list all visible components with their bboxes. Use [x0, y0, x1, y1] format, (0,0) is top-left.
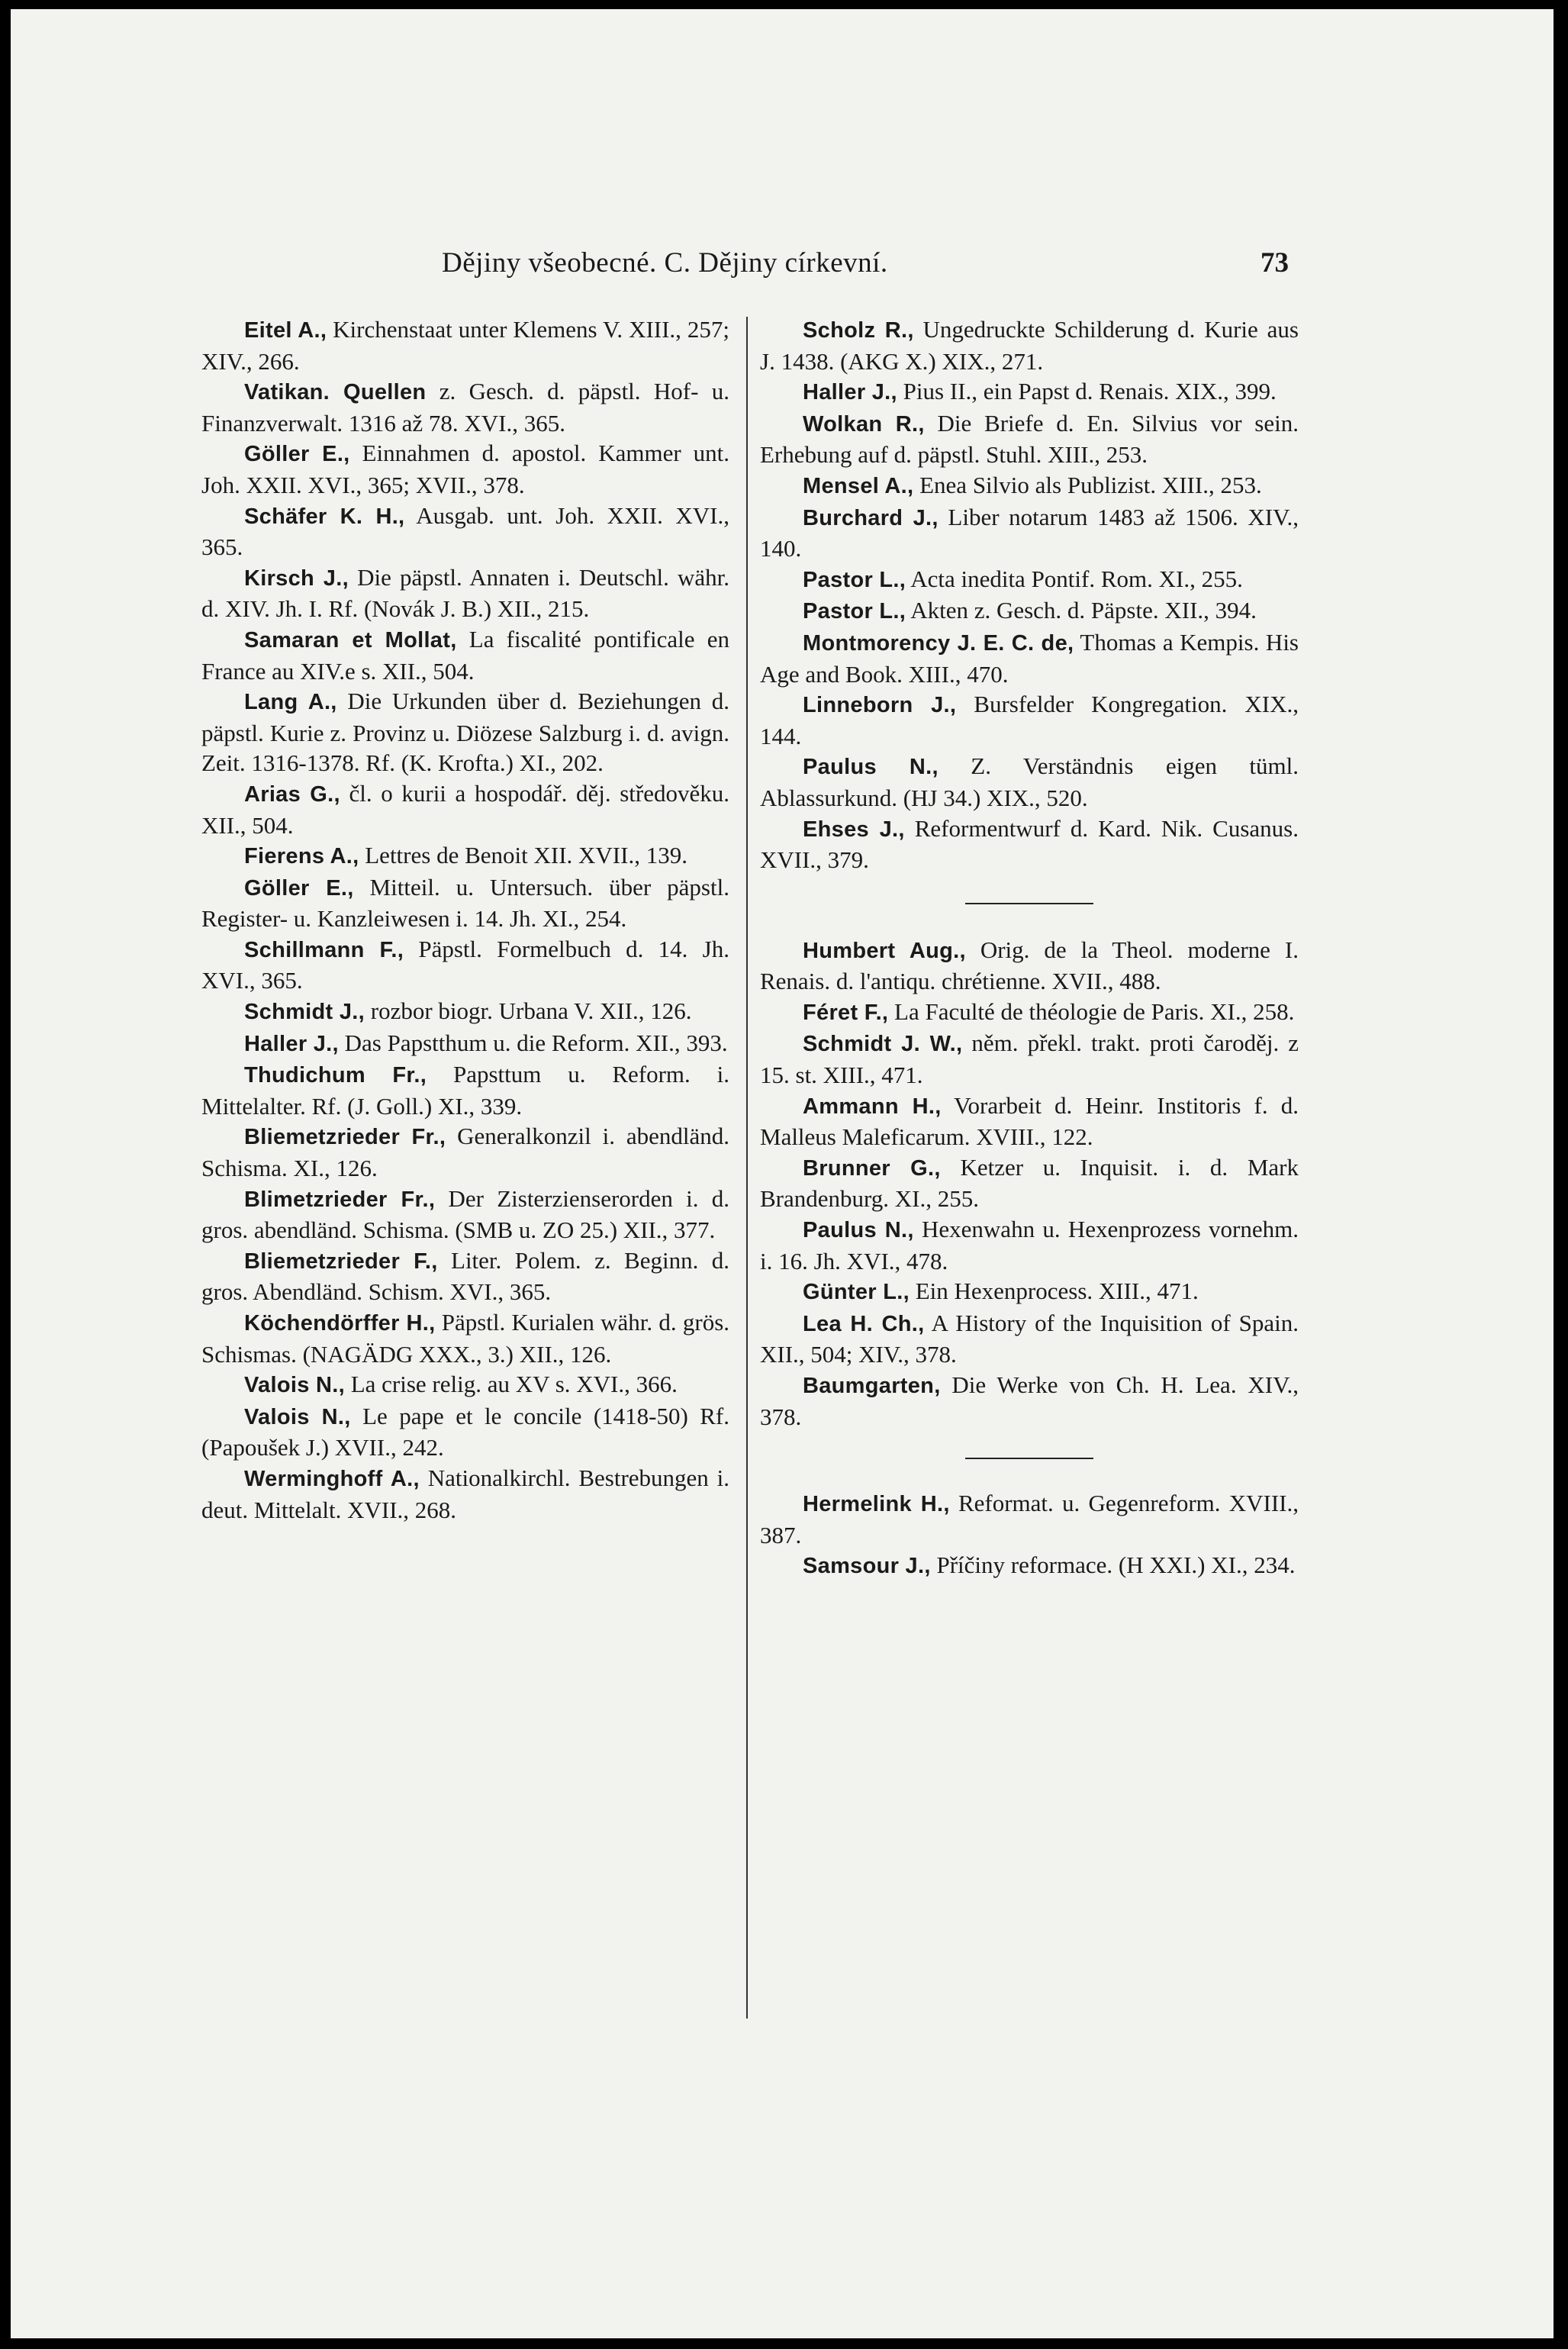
entry-text: Akten z. Gesch. d. Päpste. XII., 394.: [906, 597, 1257, 624]
running-head: Dějiny všeobecné. C. Dějiny církevní.: [442, 247, 888, 279]
bibliography-entry: [201, 1369, 729, 1401]
section-separator: [965, 903, 1093, 904]
entry-author: Scholz R.,: [803, 318, 914, 343]
entry-author: Blimetzrieder Fr.,: [244, 1187, 436, 1212]
entry-text: Enea Silvio als Publizist. XIII., 253.: [913, 471, 1262, 498]
entry-text: rozbor biogr. Urbana V. XII., 126.: [365, 997, 692, 1025]
entry-text: Die päpstl. Annaten i. Deutschl. währ. d. XIV. Jh. I. Rf. (Novák J. B.) XII., 215.: [201, 563, 729, 623]
bibliography-entry: [201, 1307, 729, 1369]
bibliography-entry: [760, 408, 1299, 470]
entry-author: Günter L.,: [803, 1280, 910, 1305]
entry-author: Ehses J.,: [803, 817, 905, 842]
entry-text: Orig. de la Theol. moderne I. Renais. d. l'antiqu. chrétienne. XVII., 488.: [760, 936, 1299, 995]
bibliography-entry: [760, 935, 1299, 997]
entry-text: čl. o kurii a hospodář. děj. středověku. XII., 504.: [201, 779, 729, 839]
bibliography-entry: [201, 438, 729, 500]
entry-author: Hermelink H.,: [803, 1492, 950, 1517]
bibliography-entry: [760, 1308, 1299, 1370]
entry-group-2: [760, 935, 1299, 1432]
entry-author: Köchendörffer H.,: [244, 1311, 436, 1336]
entry-author: Pastor L.,: [803, 567, 906, 592]
entry-author: Valois N.,: [244, 1373, 345, 1398]
entry-author: Samaran et Mollat,: [244, 627, 457, 652]
entry-author: Vatikan. Quellen: [244, 380, 427, 405]
entry-text: La fiscalité pontificale en France au XIV.e s. XII., 504.: [201, 625, 729, 685]
entry-author: Burchard J.,: [803, 505, 939, 530]
entry-text: Vorarbeit d. Heinr. Institoris f. d. Malleus Maleficarum. XVIII., 122.: [760, 1091, 1299, 1151]
bibliography-entry: [760, 814, 1299, 875]
bibliography-entry: [760, 1028, 1299, 1090]
bibliography-entry: [760, 689, 1299, 751]
bibliography-entry: [201, 1245, 729, 1307]
bibliography-entry: [201, 872, 729, 934]
entry-author: Schmidt J. W.,: [803, 1032, 963, 1057]
entry-text: Hexenwahn u. Hexenprozess vornehm. i. 16. Jh. XVI., 478.: [760, 1216, 1299, 1274]
entry-text: La Faculté de théologie de Paris. XI., 258.: [888, 997, 1295, 1025]
bibliography-entry: [760, 1152, 1299, 1214]
bibliography-entry: [201, 501, 729, 562]
entry-author: Lang A.,: [244, 690, 337, 715]
entry-text: Die Briefe d. En. Silvius vor sein. Erhebung auf d. päpstl. Stuhl. XIII., 253.: [760, 409, 1299, 469]
bibliography-entry: [201, 376, 729, 438]
entry-author: Arias G.,: [244, 781, 340, 807]
bibliography-entry: [201, 624, 729, 686]
bibliography-entry: [201, 562, 729, 624]
entry-text: Ketzer u. Inquisit. i. d. Mark Brandenburg. XI., 255.: [760, 1153, 1299, 1213]
bibliography-entry: [760, 1091, 1299, 1152]
entry-text: Einnahmen d. apostol. Kammer unt. Joh. XXII. XVI., 365; XVII., 378.: [201, 440, 729, 498]
entry-group-3: [760, 1488, 1299, 1582]
entry-author: Paulus N.,: [803, 1218, 914, 1243]
entry-author: Haller J.,: [803, 380, 897, 405]
entry-text: Liber notarum 1483 až 1506. XIV., 140.: [760, 503, 1299, 562]
entry-author: Bliemetzrieder F.,: [244, 1249, 438, 1274]
entry-text: Z. Verständnis eigen tüml. Ablassurkund. (HJ 34.) XIX., 520.: [760, 752, 1299, 811]
entry-group-1: [760, 314, 1299, 875]
entry-author: Pastor L.,: [803, 599, 906, 624]
entry-text: Kirchenstaat unter Klemens V. XIII., 257; XIV., 266.: [201, 316, 729, 375]
bibliography-entry: [760, 595, 1299, 627]
entry-text: Lettres de Benoit XII. XVII., 139.: [359, 842, 687, 869]
left-column: [201, 314, 729, 1525]
entry-author: Linneborn J.,: [803, 693, 957, 718]
bibliography-entry: [760, 314, 1299, 376]
entry-text: A History of the Inquisition of Spain. XII., 504; XIV., 378.: [760, 1309, 1299, 1368]
entry-author: Baumgarten,: [803, 1374, 941, 1398]
bibliography-entry: [201, 1059, 729, 1121]
bibliography-entry: [760, 470, 1299, 502]
bibliography-entry: [760, 502, 1299, 564]
entry-text: Mitteil. u. Untersuch. über päpstl. Register- u. Kanzleiwesen i. 14. Jh. XI., 254.: [201, 873, 729, 933]
bibliography-entry: [201, 840, 729, 872]
entry-text: Bursfelder Kongregation. XIX., 144.: [760, 691, 1299, 749]
bibliography-entry: [201, 1184, 729, 1245]
entry-author: Kirsch J.,: [244, 566, 349, 591]
entry-author: Wolkan R.,: [803, 411, 925, 437]
entry-author: Samsour J.,: [803, 1554, 931, 1579]
entry-author: Eitel A.,: [244, 318, 327, 343]
bibliography-entry: [760, 1214, 1299, 1276]
entry-text: Das Papstthum u. die Reform. XII., 393.: [338, 1029, 728, 1056]
entry-author: Werminghoff A.,: [244, 1466, 420, 1491]
bibliography-entry: [760, 997, 1299, 1029]
entry-text: něm. překl. trakt. proti čaroděj. z 15. st. XIII., 471.: [760, 1030, 1299, 1089]
entry-author: Montmorency J. E. C. de,: [803, 630, 1074, 656]
entry-author: Féret F.,: [803, 1000, 889, 1025]
entry-author: Göller E.,: [244, 442, 350, 467]
entry-text: z. Gesch. d. päpstl. Hof- u. Finanzverwalt. 1316 až 78. XVI., 365.: [201, 378, 730, 437]
bibliography-entry: [760, 1276, 1299, 1308]
entry-text: Päpstl. Kurialen währ. d. grös. Schismas. (NAGÄDG XXX., 3.) XII., 126.: [201, 1309, 730, 1368]
right-column: [760, 314, 1299, 1582]
entry-text: Reformat. u. Gegenreform. XVIII., 387.: [760, 1490, 1299, 1548]
page-number: 73: [1261, 247, 1289, 279]
bibliography-entry: [201, 1463, 729, 1525]
section-separator: [965, 1458, 1093, 1459]
bibliography-entry: [201, 1401, 729, 1463]
entry-text: Papsttum u. Reform. i. Mittelalter. Rf. (J. Goll.) XI., 339.: [201, 1061, 730, 1120]
bibliography-entry: [201, 996, 729, 1028]
bibliography-entry: [760, 376, 1299, 408]
entry-text: La crise relig. au XV s. XVI., 366.: [344, 1371, 678, 1398]
entry-text: Ausgab. unt. Joh. XXII. XVI., 365.: [201, 501, 729, 561]
entry-author: Fierens A.,: [244, 844, 359, 869]
bibliography-entry: [760, 564, 1299, 596]
entry-author: Humbert Aug.,: [803, 938, 966, 963]
entry-author: Schillmann F.,: [244, 937, 404, 962]
entry-text: Le pape et le concile (1418-50) Rf. (Papoušek J.) XVII., 242.: [201, 1402, 729, 1461]
entry-text: Thomas a Kempis. His Age and Book. XIII., 470.: [760, 628, 1299, 688]
bibliography-entry: [760, 1488, 1299, 1550]
entry-author: Schmidt J.,: [244, 1000, 365, 1025]
entry-text: Ein Hexenprocess. XIII., 471.: [909, 1278, 1199, 1305]
entry-author: Thudichum Fr.,: [244, 1063, 427, 1088]
bibliography-entry: [760, 627, 1299, 689]
entry-author: Bliemetzrieder Fr.,: [244, 1125, 446, 1150]
bibliography-entry: [760, 751, 1299, 813]
entry-text: Acta inedita Pontif. Rom. XI., 255.: [906, 565, 1243, 592]
entry-author: Valois N.,: [244, 1404, 351, 1429]
entry-author: Paulus N.,: [803, 755, 939, 780]
bibliography-entry: [201, 314, 729, 376]
entry-text: Die Werke von Ch. H. Lea. XIV., 378.: [760, 1371, 1299, 1430]
entry-text: Příčiny reformace. (H XXI.) XI., 234.: [930, 1552, 1296, 1579]
entry-author: Ammann H.,: [803, 1094, 942, 1119]
entry-text: Generalkonzil i. abendländ. Schisma. XI., 126.: [201, 1123, 729, 1182]
page-header: [442, 246, 1289, 292]
bibliography-entry: [201, 1121, 729, 1183]
bibliography-entry: [201, 934, 729, 996]
entry-author: Brunner G.,: [803, 1155, 941, 1181]
entry-text: Die Urkunden über d. Beziehungen d. päpstl. Kurie z. Provinz u. Diözese Salzburg i. d. avign. Zeit. 1316-1378. Rf. (K. Krofta.) XI., 202.: [201, 688, 730, 777]
entry-text: Liter. Polem. z. Beginn. d. gros. Abendländ. Schism. XVI., 365.: [201, 1246, 729, 1306]
bibliography-entry: [201, 778, 729, 840]
column-divider: [746, 317, 748, 2019]
entry-text: Päpstl. Formelbuch d. 14. Jh. XVI., 365.: [201, 935, 729, 994]
entry-author: Lea H. Ch.,: [803, 1311, 925, 1336]
bibliography-entry: [760, 1370, 1299, 1432]
entry-text: Der Zisterzienserorden i. d. gros. abendländ. Schisma. (SMB u. ZO 25.) XII., 377.: [201, 1184, 729, 1244]
bibliography-entry: [201, 686, 729, 778]
entry-author: Göller E.,: [244, 875, 354, 901]
entry-text: Nationalkirchl. Bestrebungen i. deut. Mittelalt. XVII., 268.: [201, 1464, 729, 1523]
entry-text: Reformentwurf d. Kard. Nik. Cusanus. XVII., 379.: [760, 814, 1299, 874]
entry-text: Pius II., ein Papst d. Renais. XIX., 399.: [897, 378, 1277, 405]
bibliography-entry: [201, 1028, 729, 1060]
entry-author: Mensel A.,: [803, 473, 914, 498]
entry-author: Schäfer K. H.,: [244, 504, 405, 529]
entry-text: Ungedruckte Schilderung d. Kurie aus J. 1438. (AKG X.) XIX., 271.: [760, 316, 1299, 375]
entry-author: Haller J.,: [244, 1031, 339, 1056]
bibliography-entry: [760, 1550, 1299, 1582]
